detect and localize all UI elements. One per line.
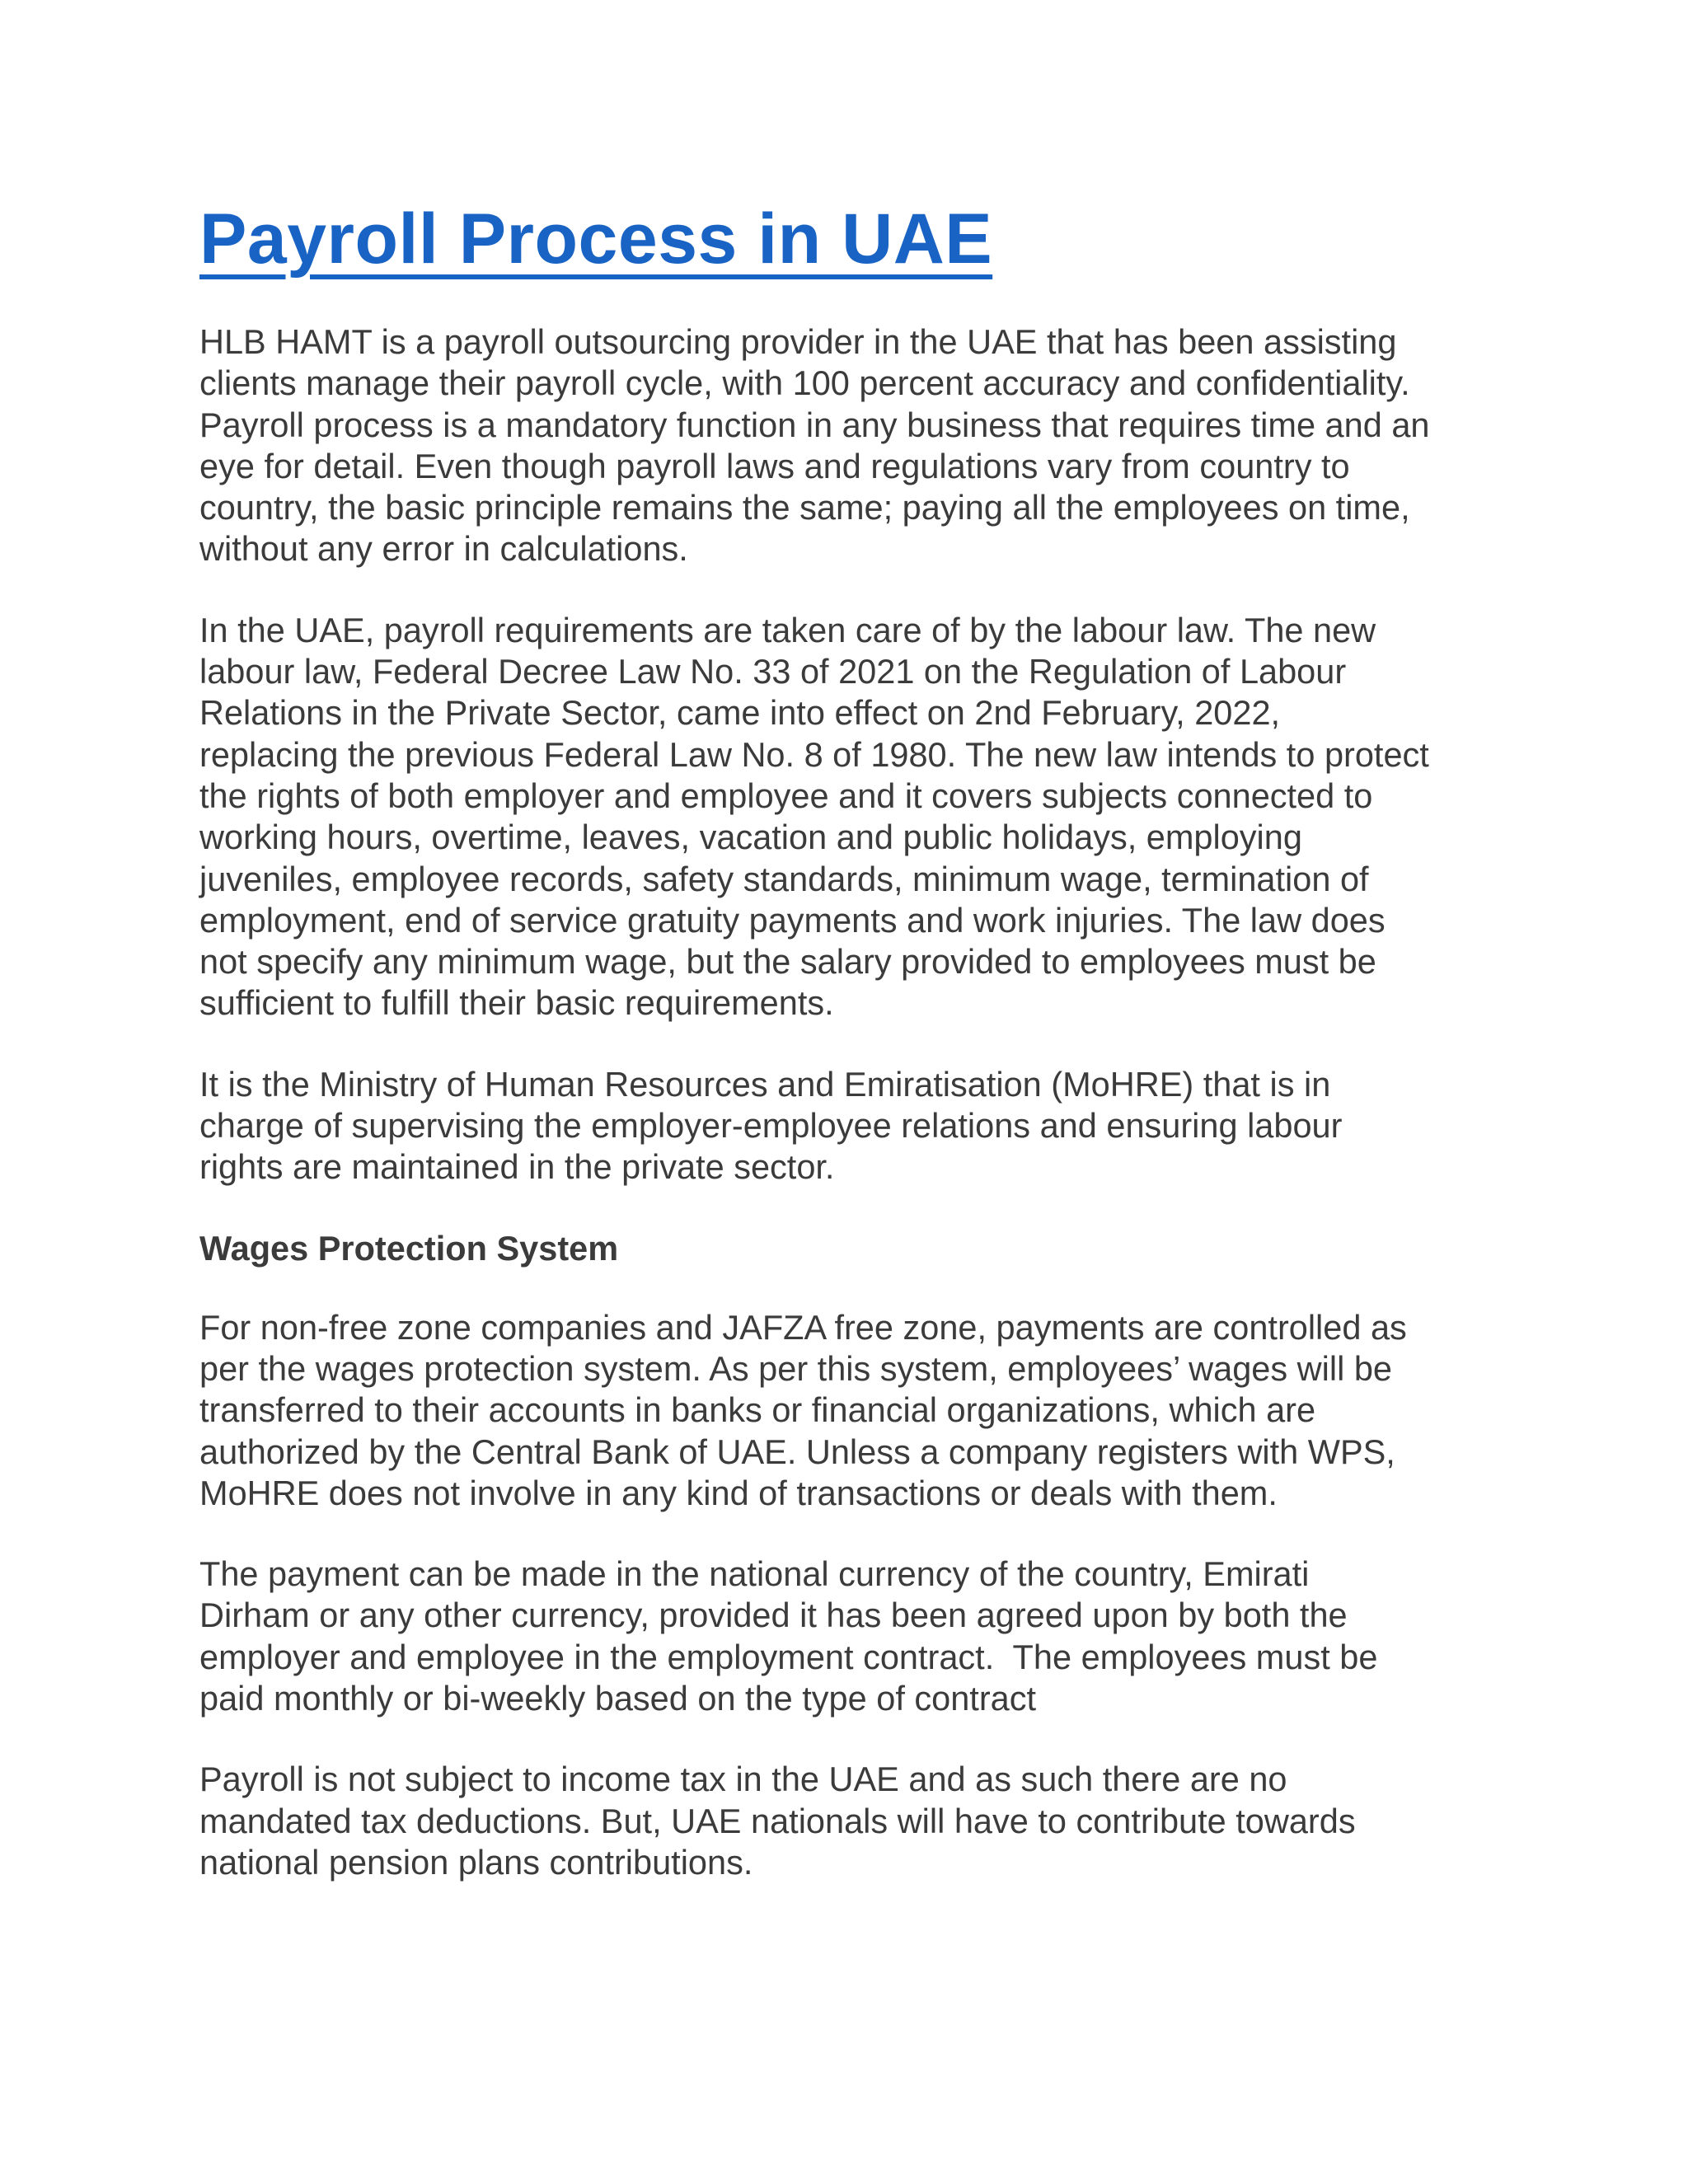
intro-paragraph-mohre: It is the Ministry of Human Resources and Emiratisation (MoHRE) that is in charge of supervising the employer-employee relations and ensuring labour rights are maintained in the private sector. <box>199 1064 1343 1187</box>
page-title[interactable]: Payroll Process in UAE <box>199 199 993 279</box>
intro-paragraph-outsourcing: HLB HAMT is a payroll outsourcing provider in the UAE that has been assisting clients manage their payroll cycle, with 100 percent accuracy and confidentiality. Payroll process is a mandatory function in any business that requires time and an eye for detail. Even though payroll laws and regulations vary from country to country, the basic principle remains the same; paying all the employees on time, without any error in calculations. <box>199 322 1430 569</box>
wps-paragraph-tax: Payroll is not subject to income tax in the UAE and as such there are no mandated tax deductions. But, UAE nationals will have to contribute towards national pension plans contributions. <box>199 1760 1356 1882</box>
document-content <box>199 198 1502 1923</box>
wps-paragraph-payments: For non-free zone companies and JAFZA free zone, payments are controlled as per the wages protection system. As per this system, employees’ wages will be transferred to their accounts in banks or financial organizations, which are authorized by the Central Bank of UAE. Unless a company registers with WPS, MoHRE does not involve in any kind of transactions or deals with them. <box>199 1307 1407 1512</box>
intro-paragraph-labour-law: In the UAE, payroll requirements are taken care of by the labour law. The new labour law, Federal Decree Law No. 33 of 2021 on the Regulation of Labour Relations in the Private Sector, came into effect on 2nd February, 2022, replacing the previous Federal Law No. 8 of 1980. The new law intends to protect the rights of both employer and employee and it covers subjects connected to working hours, overtime, leaves, vacation and public holidays, employing juveniles, employee records, safety standards, minimum wage, termination of employment, end of service gratuity payments and work injuries. The law does not specify any minimum wage, but the salary provided to employees must be sufficient to fulfill their basic requirements. <box>199 610 1429 1023</box>
wps-paragraph-currency: The payment can be made in the national currency of the country, Emirati Dirham or any other currency, provided it has been agreed upon by both the employer and employee in the employment contract. The employees must be paid monthly or bi-weekly based on the type of contract <box>199 1554 1378 1718</box>
section-heading-wps: Wages Protection System <box>199 1228 619 1268</box>
